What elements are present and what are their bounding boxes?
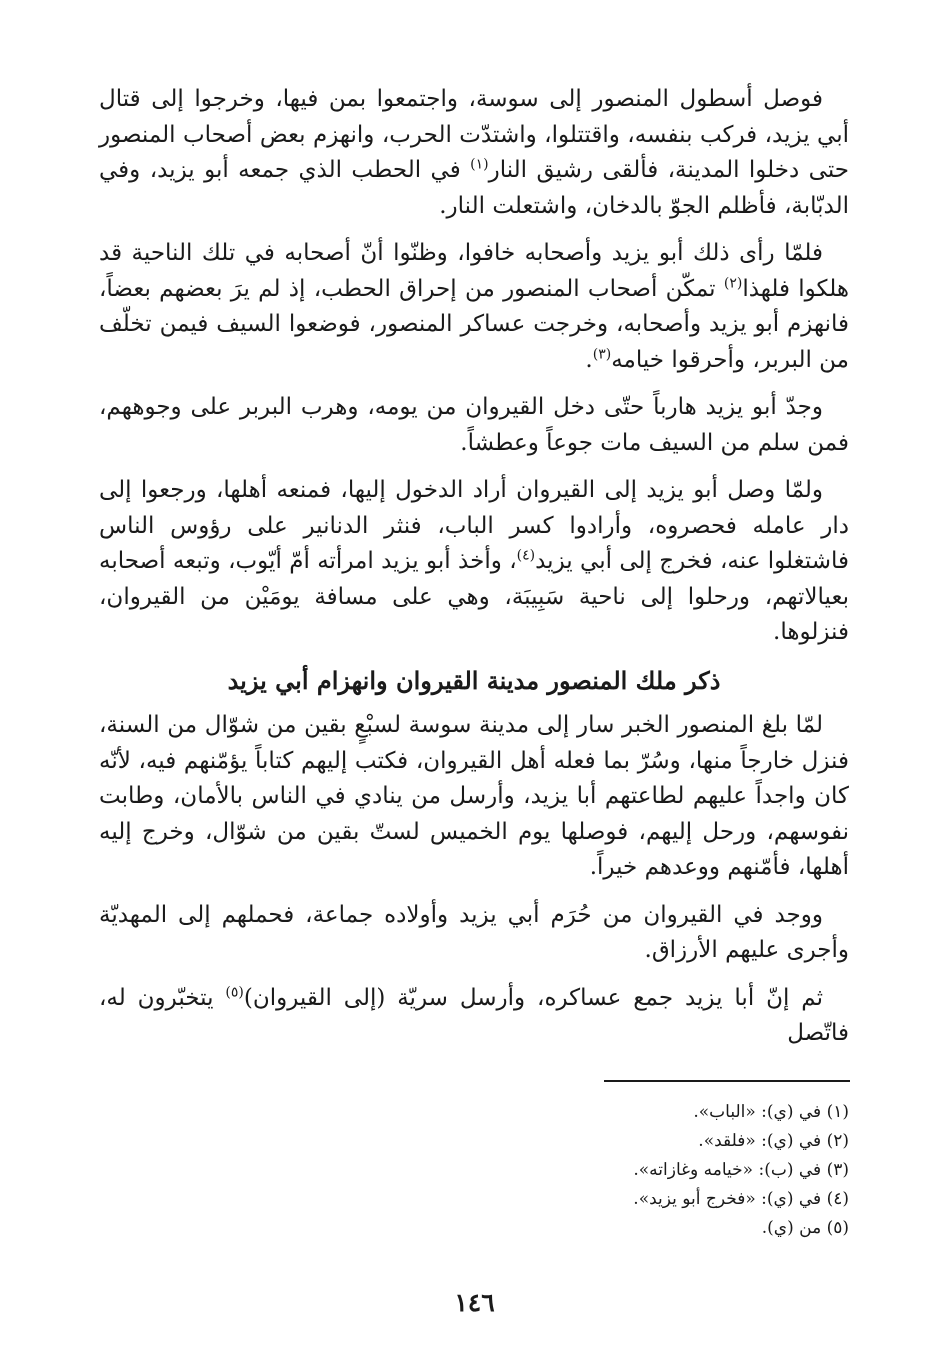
text-run: فلمّا رأى ذلك أبو يزيد وأصحابه خافوا، وظنّوا أنّ أصحابه في تلك الناحية قد هلكوا فلهذا <box>99 240 849 302</box>
text-run: تمكّن أصحاب المنصور من إحراق الحطب، إذ لم يرَ بعضهم بعضاً، فانهزم أبو يزيد وأصحابه، وخرجت عساكر المنصور، فوضعوا السيف فيمن تخلّف من البربر، وأحرقوا خيامه <box>99 275 849 373</box>
paragraph <box>99 898 849 969</box>
footnote: (٢) في (ي): «فلقد». <box>698 1131 849 1151</box>
footnote-marker: (١) <box>470 156 489 173</box>
paragraph <box>99 390 849 461</box>
footnote: (٤) في (ي): «فخرج أبو يزيد». <box>633 1189 849 1209</box>
text-run: في الحطب الذي جمعه أبو يزيد، وفي الدبّابة، فأظلم الجوّ بالدخان، واشتعلت النار. <box>99 157 849 219</box>
footnote-marker: (٢) <box>723 274 743 291</box>
paragraph <box>99 236 849 378</box>
paragraph <box>99 82 849 224</box>
main-text <box>99 82 849 1064</box>
footnote-marker: (٥) <box>225 983 244 1000</box>
text-run: وجدّ أبو يزيد هارباً حتّى دخل القيروان من يومه، وهرب البربر على وجوههم، فمن سلم من السيف مات جوعاً وعطشاً. <box>99 394 849 456</box>
text-run: لمّا بلغ المنصور الخبر سار إلى مدينة سوسة لسبْعٍ بقين من شوّال من السنة، فنزل خارجاً منها، وسُرّ بما فعله أهل القيروان، فكتب إليهم كتاباً يؤمّنهم فيه، لأنّه كان واجداً عليهم لطاعتهم أبا يزيد، وأرسل من ينادي في الناس بالأمان، وطابت نفوسهم، ورحل إليهم، فوصلها يوم الخميس لستّ بقين من شوّال، وخرج إليه أهلها، فأمّنهم ووعدهم خيراً. <box>99 712 849 880</box>
footnote: (٣) في (ب): «خيامه وغازاته». <box>633 1160 849 1180</box>
text-run: ووجد في القيروان من حُرَم أبي يزيد وأولاده جماعة، فحملهم إلى المهديّة وأجرى عليهم الأرزاق. <box>99 901 849 963</box>
text-run: ثم إنّ أبا يزيد جمع عساكره، وأرسل سريّة (إلى القيروان) <box>243 984 824 1011</box>
page-number: ١٤٦ <box>454 1288 495 1317</box>
footnotes <box>449 1098 849 1243</box>
footnote-divider <box>604 1080 850 1082</box>
footnote-marker: (٤) <box>516 547 536 564</box>
section-heading: ذكر ملك المنصور مدينة القيروان وانهزام أبي يزيد <box>227 665 721 695</box>
paragraph-group-1 <box>99 82 849 651</box>
footnote: (١) في (ي): «الباب». <box>693 1102 849 1122</box>
text-run: ، وأخذ أبو يزيد امرأته أمّ أيّوب، وتبعه أصحابه بعيالاتهم، ورحلوا إلى ناحية سَبِيبَة، وهي على مسافة يومَيْن من القيروان، فنزلوها. <box>99 548 849 645</box>
paragraph-group-2 <box>99 708 849 1052</box>
paragraph <box>99 708 849 886</box>
text-run: ولمّا وصل أبو يزيد إلى القيروان أراد الدخول إليها، فمنعه أهلها، ورجعوا إلى دار عامله فحصروه، وأرادوا كسر الباب، فنثر الدنانير على رؤوس الناس فاشتغلوا عنه، فخرج إلى أبي يزيد <box>99 477 849 574</box>
text-run: يتخبّرون له، فاتّصل <box>99 984 849 1046</box>
paragraph <box>99 473 849 651</box>
paragraph <box>99 981 849 1052</box>
text-run: فوصل أسطول المنصور إلى سوسة، واجتمعوا بمن فيها، وخرجوا إلى قتال أبي يزيد، فركب بنفسه، واقتتلوا، واشتدّت الحرب، وانهزم بعض أصحاب المنصور حتى دخلوا المدينة، فألقى رشيق النار <box>99 86 849 183</box>
text-run: . <box>585 346 593 373</box>
footnote: (٥) من (ي). <box>761 1218 849 1238</box>
footnote-marker: (٣) <box>592 345 612 362</box>
